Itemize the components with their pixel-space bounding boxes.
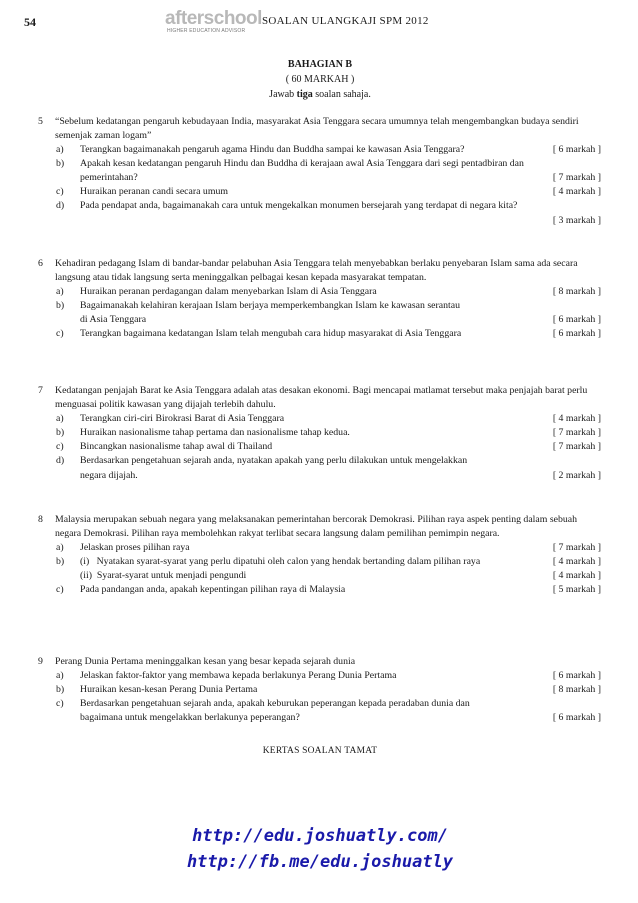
marks-label: [ 5 markah ] (552, 584, 601, 595)
marks-label: [ 7 markah ] (552, 542, 601, 553)
sub-label: c) (56, 186, 64, 197)
sub-label: c) (56, 441, 64, 452)
sub-label: c) (56, 584, 64, 595)
marks-label: [ 6 markah ] (552, 328, 601, 339)
question-number: 7 (38, 385, 43, 396)
sub-text: Berdasarkan pengetahuan sejarah anda, apakah keburukan peperangan kepada peradaban dunia dan (80, 698, 470, 709)
question-text: Perang Dunia Pertama meninggalkan kesan yang besar kepada sejarah dunia (55, 656, 356, 667)
marks-label: [ 4 markah ] (552, 556, 601, 567)
sub-text-cont: pemerintahan? (80, 172, 138, 183)
marks-label: [ 7 markah ] (552, 441, 601, 452)
sub-text: Jelaskan faktor-faktor yang membawa kepada berlakunya Perang Dunia Pertama (80, 670, 397, 681)
marks-label: [ 2 markah ] (552, 470, 601, 481)
sub-text: Apakah kesan kedatangan pengaruh Hindu dan Buddha di kerajaan awal Asia Tenggara dari segi pentadbiran dan (80, 158, 524, 169)
question-number: 8 (38, 514, 43, 525)
sub-text: Bagaimanakah kelahiran kerajaan Islam berjaya memperkembangkan Islam ke kawasan serantau (80, 300, 461, 311)
marks-label: [ 8 markah ] (552, 286, 601, 297)
logo-text: afterschool (165, 8, 262, 29)
marks-label: [ 6 markah ] (552, 712, 601, 723)
section-marks: ( 60 MARKAH ) (285, 74, 355, 85)
question-text: Malaysia merupakan sebuah negara yang melaksanakan pemerintahan bercorak Demokrasi. Pilihan raya aspek penting dalam sebuah negara Demokrasi. Pilihan raya membolehkan rakyat terlibat secara langsung dalam pemilihan pemimpin negara. (55, 514, 578, 540)
question-text: “Sebelum kedatangan pengaruh kebudayaan India, masyarakat Asia Tenggara secara umumnya telah mengembangkan budaya sendiri semenjak zaman logam” (55, 116, 579, 142)
afterschool-logo (165, 8, 265, 36)
sub-text: Huraikan kesan-kesan Perang Dunia Pertama (80, 684, 258, 695)
sub-label: c) (56, 328, 64, 339)
sub-text: (ii) Syarat-syarat untuk menjadi pengundi (80, 570, 247, 581)
sub-text: Terangkan ciri-ciri Birokrasi Barat di Asia Tenggara (80, 413, 285, 424)
sub-label: b) (56, 300, 65, 311)
marks-label: [ 6 markah ] (552, 314, 601, 325)
sub-text-cont: bagaimana untuk mengelakkan berlakunya peperangan? (80, 712, 300, 723)
facebook-link[interactable]: http://fb.me/edu.joshuatly (186, 852, 454, 872)
sub-text: Huraikan peranan perdagangan dalam menyebarkan Islam di Asia Tenggara (80, 286, 377, 297)
sub-label: d) (56, 455, 65, 466)
marks-label: [ 4 markah ] (552, 570, 601, 581)
marks-label: [ 4 markah ] (552, 413, 601, 424)
sub-text-cont: di Asia Tenggara (80, 314, 147, 325)
sub-label: d) (56, 200, 65, 211)
sub-label: b) (56, 684, 65, 695)
end-of-paper-text: KERTAS SOALAN TAMAT (262, 746, 378, 756)
marks-label: [ 6 markah ] (552, 144, 601, 155)
question-text: Kedatangan penjajah Barat ke Asia Tenggara adalah atas desakan ekonomi. Bagi mencapai matlamat tersebut maka penjajah barat perlu menguasai politik kawasan yang dijajah terlebih dahulu. (55, 385, 588, 411)
marks-label: [ 7 markah ] (552, 172, 601, 183)
question-number: 5 (38, 116, 43, 127)
sub-label: a) (56, 670, 64, 681)
sub-text: Terangkan bagaimanakah pengaruh agama Hindu dan Buddha sampai ke kawasan Asia Tenggara? (80, 144, 465, 155)
marks-label: [ 4 markah ] (552, 186, 601, 197)
sub-label: b) (56, 556, 65, 567)
logo-subtitle: HIGHER EDUCATION ADVISOR (167, 28, 246, 34)
sub-label: b) (56, 427, 65, 438)
sub-text: Jelaskan proses pilihan raya (80, 542, 190, 553)
sub-text: Terangkan bagaimana kedatangan Islam telah mengubah cara hidup masyarakat di Asia Tenggara (80, 328, 462, 339)
sub-label: a) (56, 413, 64, 424)
sub-text: Pada pandangan anda, apakah kepentingan pilihan raya di Malaysia (80, 584, 346, 595)
sub-text: Pada pendapat anda, bagaimanakah cara untuk mengekalkan monumen bersejarah yang terdapat di negara kita? (80, 200, 518, 211)
question-number: 9 (38, 656, 43, 667)
sub-text: Berdasarkan pengetahuan sejarah anda, nyatakan apakah yang perlu dilakukan untuk mengelakkan (80, 455, 468, 466)
sub-label: a) (56, 286, 64, 297)
sub-label: b) (56, 158, 65, 169)
marks-label: [ 7 markah ] (552, 427, 601, 438)
sub-text: Huraikan nasionalisme tahap pertama dan nasionalisme tahap kedua. (80, 427, 350, 438)
question-number: 6 (38, 258, 43, 269)
sub-label: a) (56, 542, 64, 553)
question-text: Kehadiran pedagang Islam di bandar-bandar pelabuhan Asia Tenggara telah menyebabkan berlaku penyebaran Islam sama ada secara langsung atau tidak langsung serta meninggalkan pelbagai kesan kepada masyarakat tempatan. (55, 258, 578, 284)
sub-label: c) (56, 698, 64, 709)
sub-text: Bincangkan nasionalisme tahap awal di Thailand (80, 441, 273, 452)
section-title: BAHAGIAN B (287, 59, 353, 70)
marks-label: [ 3 markah ] (552, 215, 601, 226)
marks-label: [ 6 markah ] (552, 670, 601, 681)
sub-text: (i) Nyatakan syarat-syarat yang perlu dipatuhi oleh calon yang hendak bertanding dalam pilihan raya (80, 556, 481, 567)
sub-text-cont: negara dijajah. (80, 470, 138, 481)
website-link[interactable]: http://edu.joshuatly.com/ (192, 826, 448, 846)
section-instruction: Jawab tiga soalan sahaja. (269, 89, 371, 100)
sub-text: Huraikan peranan candi secara umum (80, 186, 228, 197)
marks-label: [ 8 markah ] (552, 684, 601, 695)
page-number: 54 (24, 15, 36, 29)
sub-label: a) (56, 144, 64, 155)
header-title: SOALAN ULANGKAJI SPM 2012 (262, 15, 429, 27)
